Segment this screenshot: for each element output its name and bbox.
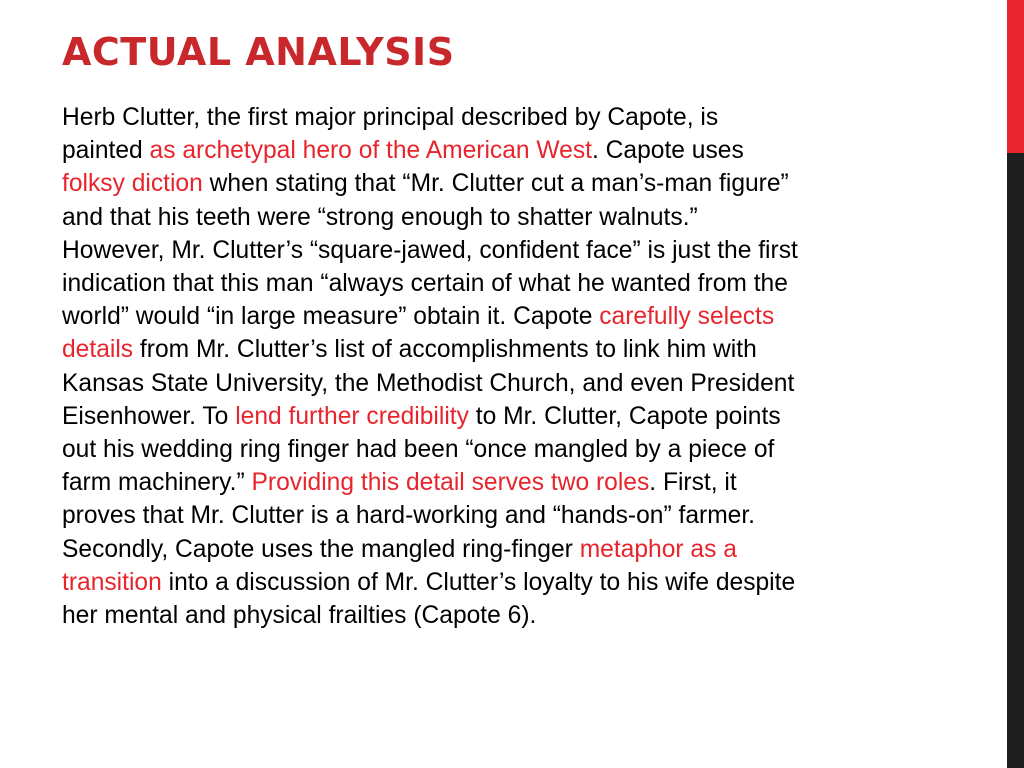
paragraph-line <box>62 101 912 134</box>
paragraph-line <box>62 466 912 499</box>
paragraph-line <box>62 533 912 566</box>
text-segment: . First, it <box>649 469 737 497</box>
paragraph-line <box>62 267 912 300</box>
paragraph-line <box>62 167 912 200</box>
paragraph-line <box>62 333 912 366</box>
highlighted-phrase: transition <box>62 568 162 596</box>
text-segment: to Mr. Clutter, Capote points <box>468 402 781 430</box>
text-segment: her mental and physical frailties (Capote 6). <box>62 602 537 630</box>
highlighted-phrase: Providing this detail serves two roles <box>251 469 650 497</box>
text-segment: proves that Mr. Clutter is a hard-working and “hands-on” farmer. <box>62 502 756 530</box>
slide-title: ACTUAL ANALYSIS <box>62 30 455 74</box>
paragraph-line <box>62 499 912 532</box>
paragraph-line <box>62 300 912 333</box>
accent-bar-dark <box>1007 153 1024 768</box>
paragraph-line <box>62 134 912 167</box>
highlighted-phrase: folksy diction <box>62 170 203 198</box>
text-segment: painted <box>62 137 150 165</box>
accent-bar-red <box>1007 0 1024 153</box>
highlighted-phrase: as archetypal hero of the American West <box>149 137 592 165</box>
paragraph-line <box>62 367 912 400</box>
highlighted-phrase: lend further credibility <box>235 402 469 430</box>
text-segment: . Capote uses <box>592 137 744 165</box>
text-segment: when stating that “Mr. Clutter cut a man’s-man figure” <box>202 170 789 198</box>
text-segment: out his wedding ring finger had been “once mangled by a piece of <box>62 436 775 464</box>
paragraph-line <box>62 400 912 433</box>
paragraph-line <box>62 599 912 632</box>
text-segment: world” would “in large measure” obtain it. Capote <box>62 303 600 331</box>
text-segment: into a discussion of Mr. Clutter’s loyalty to his wife despite <box>161 568 796 596</box>
paragraph-line <box>62 433 912 466</box>
paragraph-line <box>62 234 912 267</box>
text-segment: from Mr. Clutter’s list of accomplishments to link him with <box>133 336 757 364</box>
text-segment: Secondly, Capote uses the mangled ring-finger <box>62 535 580 563</box>
text-segment: and that his teeth were “strong enough to shatter walnuts.” <box>62 203 698 231</box>
highlighted-phrase: carefully selects <box>599 303 775 331</box>
text-segment: farm machinery.” <box>62 469 252 497</box>
paragraph-line <box>62 566 912 599</box>
highlighted-phrase: details <box>62 336 134 364</box>
paragraph-line <box>62 201 912 234</box>
text-segment: Herb Clutter, the first major principal described by Capote, is <box>62 104 719 131</box>
text-segment: Eisenhower. To <box>62 402 236 430</box>
text-segment: However, Mr. Clutter’s “square-jawed, confident face” is just the first <box>62 236 798 264</box>
text-segment: Kansas State University, the Methodist Church, and even President <box>62 369 795 397</box>
highlighted-phrase: metaphor as a <box>579 535 737 563</box>
analysis-paragraph <box>62 101 912 632</box>
text-segment: indication that this man “always certain of what he wanted from the <box>62 270 788 298</box>
